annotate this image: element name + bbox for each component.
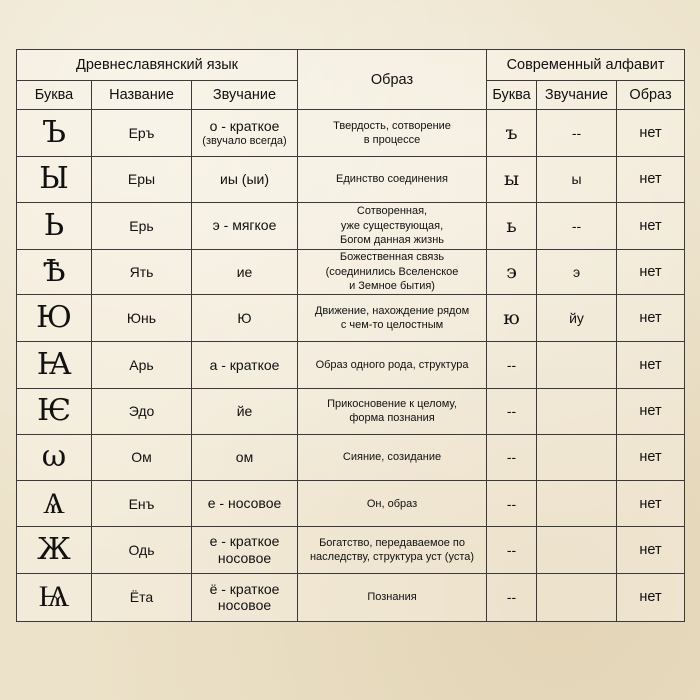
modern-sound: йу: [537, 295, 617, 342]
old-glyph: ω: [17, 434, 92, 480]
letter-name: Ять: [92, 249, 192, 294]
table-row: [17, 249, 685, 294]
letter-image: Божественная связь (соединились Вселенское и Земное бытия): [298, 249, 487, 294]
letter-sound: йе: [192, 388, 298, 434]
old-glyph: Ѧ: [17, 481, 92, 527]
modern-letter: ы: [487, 157, 537, 202]
modern-sound: [537, 573, 617, 621]
table-body: [17, 110, 685, 622]
letter-sound: а - краткое: [192, 342, 298, 388]
letter-name: Ерь: [92, 202, 192, 249]
letter-sound: е - краткое носовое: [192, 527, 298, 573]
table-row: [17, 157, 685, 202]
modern-image: нет: [617, 388, 685, 434]
table-row: [17, 342, 685, 388]
letter-name: Эдо: [92, 388, 192, 434]
letter-image: Сияние, созидание: [298, 434, 487, 480]
modern-letter: э: [487, 249, 537, 294]
old-glyph: Ю: [17, 295, 92, 342]
letter-sound: е - носовое: [192, 481, 298, 527]
letter-sound: Ю: [192, 295, 298, 342]
old-glyph: Ъ: [17, 110, 92, 157]
modern-letter: --: [487, 527, 537, 573]
modern-image: нет: [617, 295, 685, 342]
modern-image: нет: [617, 573, 685, 621]
old-glyph: Ѥ: [17, 388, 92, 434]
modern-image: нет: [617, 249, 685, 294]
modern-sound: --: [537, 110, 617, 157]
letter-sound: ом: [192, 434, 298, 480]
modern-image: нет: [617, 434, 685, 480]
letter-name: Ёта: [92, 573, 192, 621]
modern-letter: --: [487, 342, 537, 388]
table-row: [17, 434, 685, 480]
modern-letter: --: [487, 388, 537, 434]
old-glyph: Ы: [17, 157, 92, 202]
letter-name: Енъ: [92, 481, 192, 527]
modern-image: нет: [617, 202, 685, 249]
modern-sound: [537, 434, 617, 480]
header-image: Образ: [298, 50, 487, 110]
modern-letter: --: [487, 573, 537, 621]
modern-image: нет: [617, 481, 685, 527]
header-old-language: Древнеславянский язык: [17, 50, 298, 81]
letter-name: Одь: [92, 527, 192, 573]
old-glyph: Ь: [17, 202, 92, 249]
header-modern-letter: Буква: [487, 81, 537, 110]
letter-image: Познания: [298, 573, 487, 621]
table-row: [17, 481, 685, 527]
header-old-name: Название: [92, 81, 192, 110]
letter-image: Единство соединения: [298, 157, 487, 202]
letter-sound: иы (ыи): [192, 157, 298, 202]
letter-sound: э - мягкое: [192, 202, 298, 249]
modern-letter: ю: [487, 295, 537, 342]
modern-image: нет: [617, 110, 685, 157]
header-modern-alphabet: Современный алфавит: [487, 50, 685, 81]
old-glyph: Ѣ: [17, 249, 92, 294]
modern-letter: --: [487, 434, 537, 480]
letter-image: Сотворенная, уже существующая, Богом данная жизнь: [298, 202, 487, 249]
table-row: [17, 110, 685, 157]
modern-sound: [537, 342, 617, 388]
modern-sound: э: [537, 249, 617, 294]
header-modern-image: Образ: [617, 81, 685, 110]
table-row: [17, 202, 685, 249]
letter-image: Богатство, передаваемое по наследству, структура уст (уста): [298, 527, 487, 573]
modern-sound: [537, 481, 617, 527]
sound-note: (звучало всегда): [202, 134, 287, 147]
letter-name: Юнь: [92, 295, 192, 342]
modern-letter: ь: [487, 202, 537, 249]
letter-image: Движение, нахождение рядом с чем-то целостным: [298, 295, 487, 342]
letter-image: Прикосновение к целому, форма познания: [298, 388, 487, 434]
modern-letter: --: [487, 481, 537, 527]
alphabet-table: [16, 49, 685, 622]
sound-main: о - краткое: [209, 118, 280, 135]
letter-sound: [192, 110, 298, 157]
letter-name: Еръ: [92, 110, 192, 157]
header-old-sound: Звучание: [192, 81, 298, 110]
table-row: [17, 295, 685, 342]
modern-image: нет: [617, 342, 685, 388]
letter-image: Образ одного рода, структура: [298, 342, 487, 388]
modern-sound: [537, 388, 617, 434]
table-row: [17, 527, 685, 573]
header-modern-sound: Звучание: [537, 81, 617, 110]
letter-name: Еры: [92, 157, 192, 202]
modern-image: нет: [617, 527, 685, 573]
modern-image: нет: [617, 157, 685, 202]
table-row: [17, 573, 685, 621]
old-glyph: Ѩ: [17, 573, 92, 621]
letter-name: Ом: [92, 434, 192, 480]
table-row: [17, 388, 685, 434]
modern-sound: ы: [537, 157, 617, 202]
letter-image: Твердость, сотворение в процессе: [298, 110, 487, 157]
letter-sound: ие: [192, 249, 298, 294]
modern-letter: ъ: [487, 110, 537, 157]
modern-sound: [537, 527, 617, 573]
old-glyph: Ꙗ: [17, 342, 92, 388]
letter-name: Арь: [92, 342, 192, 388]
letter-image: Он, образ: [298, 481, 487, 527]
old-glyph: Ж: [17, 527, 92, 573]
modern-sound: --: [537, 202, 617, 249]
letter-sound: ё - краткое носовое: [192, 573, 298, 621]
header-old-letter: Буква: [17, 81, 92, 110]
